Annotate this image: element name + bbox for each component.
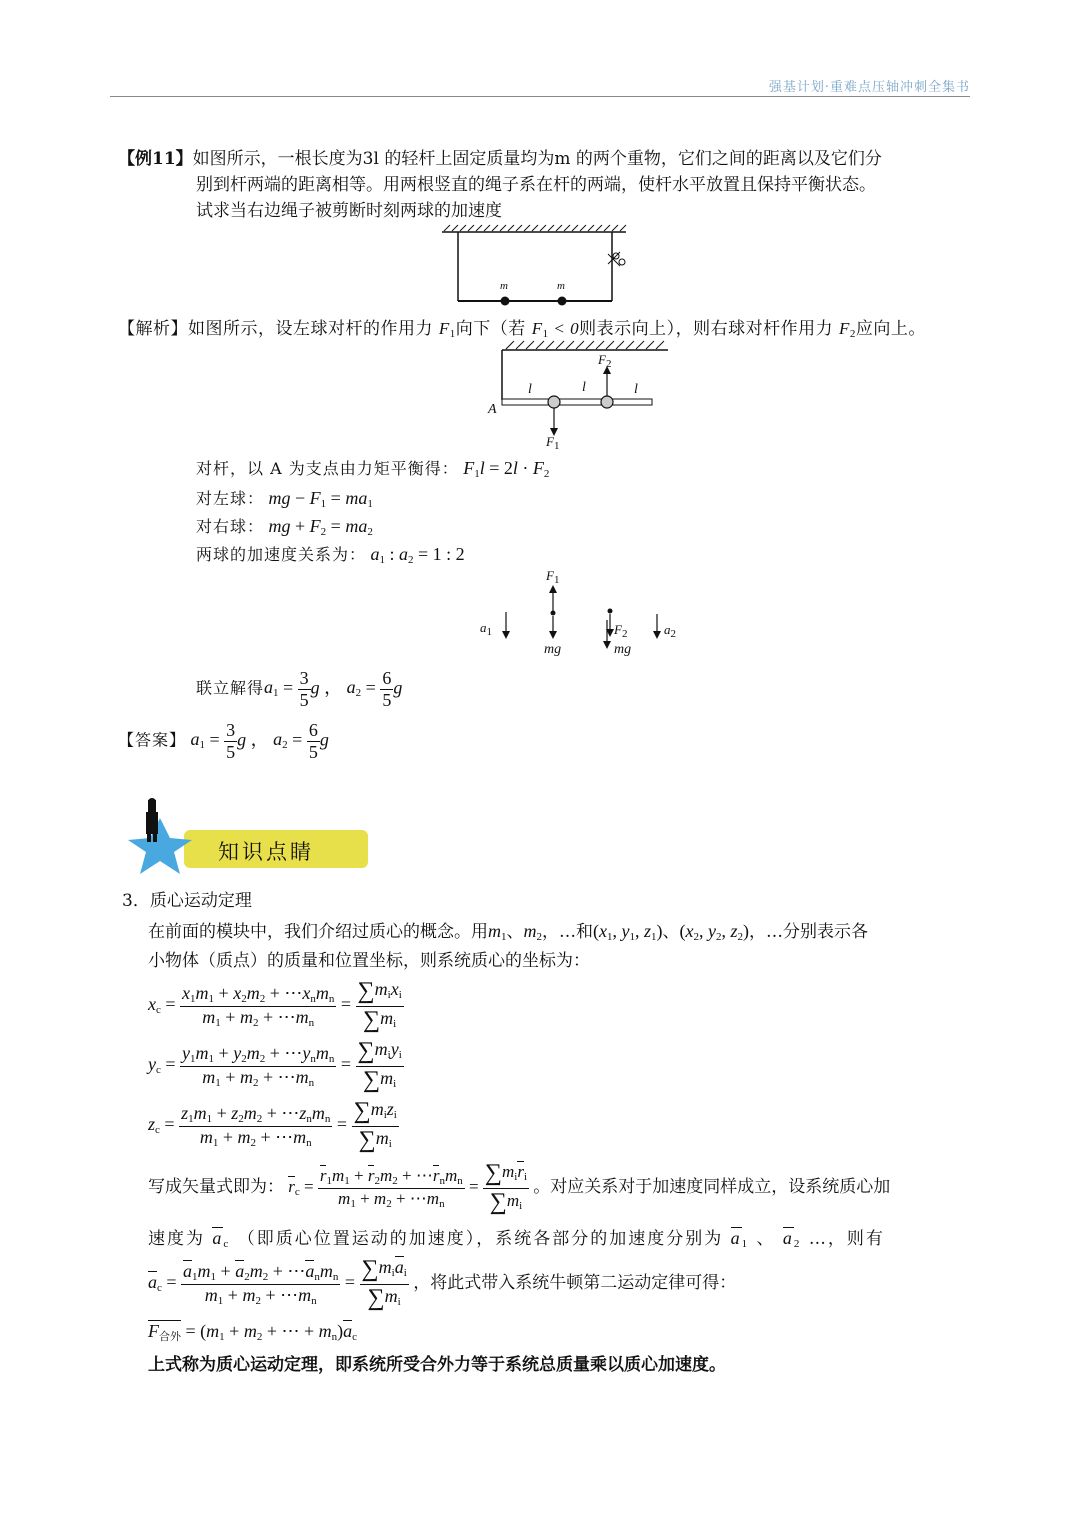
eq-torque: 对杆，以 A 为支点由力矩平衡得： $F_1l = 2l \cdot F_2$ [196,458,550,480]
eq-xc: $x_c$ = $\frac{x_1m_1 + x_2m_2 + \cdots x_nm_n}{m_1 + m_2 + \cdots m_n}$ = $\frac{\sum m_ix_i}{\sum m_i}$ [148,978,402,1033]
example-text-2: 别到杆两端的距离相等。用两根竖直的绳子系在杆的两端，使杆水平放置且保持平衡状态。 [196,175,876,195]
fig3-label-mg-2: mg [614,642,632,657]
math-F2: $F_2$ [838,319,856,340]
eq-right-label: 对右球： [196,517,265,536]
figure-force-arrows [490,580,680,650]
fig2-label-F1: $F_1$ [546,434,560,452]
vec-tail: 。对应关系对于加速度同样成立，设系统质心加 [533,1177,891,1197]
eq-newton: $F_{合外} = (m_1 + m_2$ + ⋯ + $m_n)a_c$ [148,1321,358,1343]
fig2-label-l-1: l [528,382,532,397]
solution-tag: 【解析】 [118,319,188,339]
example-tag: 【例11】 [118,149,193,169]
example-line-1 [118,146,978,172]
example-block [118,146,978,224]
acc-text-a: 速度为 [148,1229,205,1249]
eq-vector-form: 写成矢量式即为： $r_c$ = $\frac{r_1m_1 + r_2m_2 + \cdots r_nm_n}{m_1 + m_2 + \cdots m_n}$ = $\frac{\sum m_ir_i}{\sum m_i}$ 。对应关系对于加速度同样成立，设系统质心加 [148,1160,891,1215]
answer: 【答案】 $a_1$ = $\frac{3}{5}$ g ， $a_2$ = $\frac{6}{5}$ g [118,720,329,762]
conclusion: 上式称为质心运动定理，即系统所受合外力等于系统总质量乘以质心加速度。 [148,1355,726,1375]
fig3-label-F1: $F_1$ [546,568,560,586]
figure-lever [484,338,674,454]
eq-torque-label: 对杆，以 A 为支点由力矩平衡得： [196,459,459,478]
p1-text-c: ，…和 [542,922,593,942]
eq-result: 联立解得$a_1$ = $\frac{3}{5}$ g ， $a_2$ = $\frac{6}{5}$ g [196,668,403,710]
eq-accel-ratio: 两球的加速度关系为： $a_1$ : $a_2 = 1$ : 2 [196,544,465,566]
math-F1-lt-0: $F_1 < 0$ [531,319,580,340]
eq-ratio-label: 两球的加速度关系为： [196,545,367,564]
acc-text-b: （即质心位置运动的加速度），系统各部分的加速度分别为 [237,1229,724,1249]
newton-tail: ，将此式带入系统牛顿第二运动定律可得： [413,1273,737,1294]
eq-left-ball: 对左球： mg − $F_1 = ma_1$ [196,488,373,510]
fig1-mass-left: m [500,280,508,292]
fig2-label-A: A [488,402,497,417]
fig2-label-l-2: l [582,380,586,395]
eq-yc: $y_c$ = $\frac{y_1m_1 + y_2m_2 + \cdots y_nm_n}{m_1 + m_2 + \cdots m_n}$ = $\frac{\sum m_iy_i}{\sum m_i}$ [148,1038,402,1093]
fig2-label-l-3: l [634,382,638,397]
solution-text-d: 应向上。 [855,319,926,339]
knowledge-p2: 小物体（质点）的质量和位置坐标，则系统质心的坐标为： [148,951,590,971]
solution-text-a: 如图所示，设左球对杆的作用力 [188,319,433,339]
accel-sentence: 速度为 $a_c$ （即质心位置运动的加速度），系统各部分的加速度分别为 $a_1$ 、 $a_2$ …，则有 [148,1228,885,1250]
acc-text-c: 、 [756,1229,776,1249]
acc-text-d: …，则有 [808,1229,885,1249]
eq-left-label: 对左球： [196,489,265,508]
knowledge-heading: 3．质心运动定理 [122,891,252,911]
answer-tag: 【答案】 [118,730,187,750]
knowledge-p1: 在前面的模块中，我们介绍过质心的概念。用$m_1$、$m_2$，…和($x_1$, $y_1$, $z_1$)、($x_2$, $y_2$, $z_2$)，…分别表示各 [148,921,869,943]
p1-text-e: ，…分别表示各 [749,922,869,942]
fig3-label-a1: $a_1$ [480,620,492,638]
example-text-1: 如图所示，一根长度为3l 的轻杆上固定质量均为m 的两个重物，它们之间的距离以及它们分 [192,149,882,169]
fig3-label-a2: $a_2$ [664,622,676,640]
p1-text-a: 在前面的模块中，我们介绍过质心的概念。用 [148,922,488,942]
fig3-label-mg-1: mg [544,642,562,657]
fig2-label-F2: $F_2$ [598,352,612,370]
vec-label: 写成矢量式即为： [148,1177,284,1197]
page-header [0,0,1080,100]
eq-zc: $z_c$ = $\frac{z_1m_1 + z_2m_2 + \cdots z_nm_n}{m_1 + m_2 + \cdots m_n}$ = $\frac{\sum m_iz_i}{\sum m_i}$ [148,1098,397,1153]
solution-text-c: 则表示向上），则右球对杆作用力 [579,319,834,339]
eq-right-ball: 对右球： mg + $F_2 = ma_2$ [196,516,373,538]
p1-text-b: 、 [506,922,524,942]
result-label: 联立解得 [196,678,265,698]
banner-title: 知识点睛 [218,840,314,864]
eq-ac: $a_c$ = $\frac{a_1m_1 + a_2m_2 + \cdots a_nm_n}{m_1 + m_2 + \cdots m_n}$ = $\frac{\sum m_ia_i}{\sum m_i}$ ，将此式带入系统牛顿第二运动定律可得： [148,1256,737,1311]
solution-text-b: 向下（若 [455,319,526,339]
fig3-label-F2: $F_2$ [614,622,628,640]
figure-rod-ropes [440,222,630,308]
math-F1: $F_1$ [438,319,456,340]
header-title: 强基计划·重难点压轴冲刺全集书 [768,80,970,95]
fig1-mass-right: m [557,280,565,292]
header-rule [110,96,970,97]
p1-text-d: 、 [662,922,680,942]
example-text-3: 试求当右边绳子被剪断时刻两球的加速度 [196,201,502,221]
